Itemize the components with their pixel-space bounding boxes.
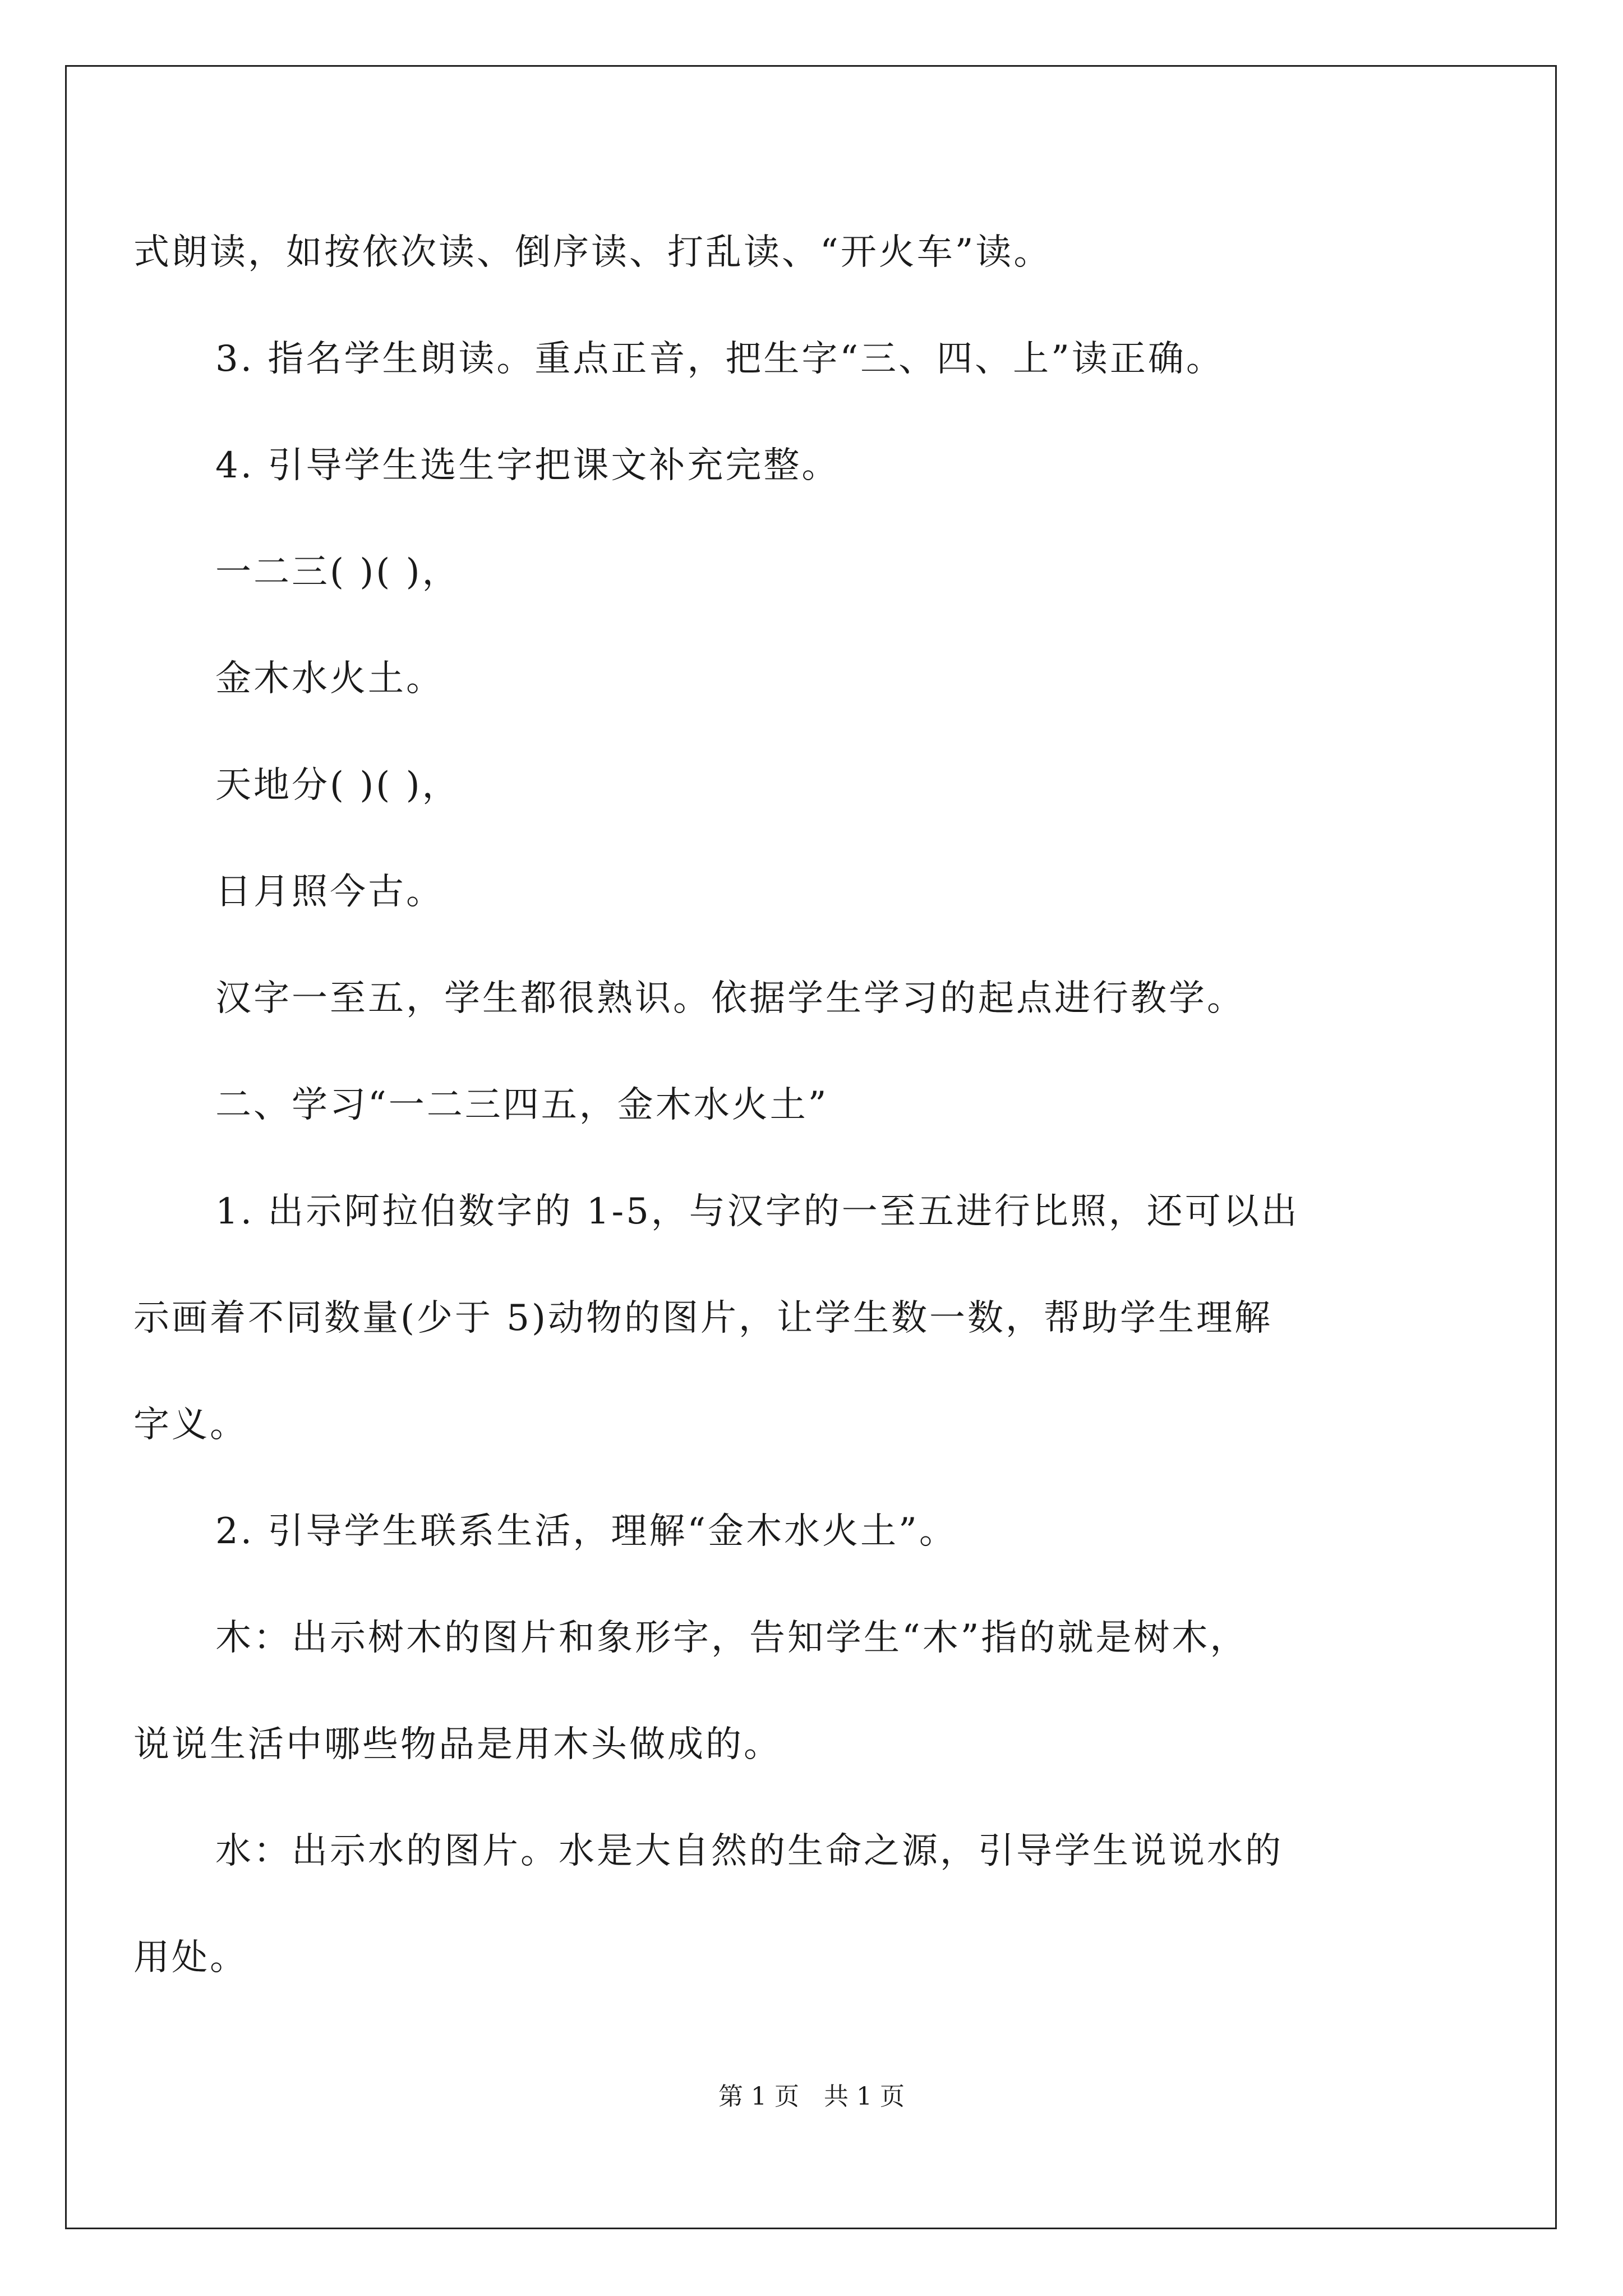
text-line: 3. 指名学生朗读。重点正音，把生字“三、四、上”读正确。 xyxy=(215,338,1224,380)
text-line: 说说生活中哪些物品是用木头做成的。 xyxy=(133,1724,782,1765)
text-line: 字义。 xyxy=(133,1404,248,1446)
section-heading: 二、学习“一二三四五，金木水火土” xyxy=(215,1084,829,1126)
text-line: 4. 引导学生选生字把课文补充完整。 xyxy=(215,445,840,486)
text-line: 日月照今古。 xyxy=(215,871,444,913)
text-line: 示画着不同数量(少于 5)动物的图片，让学生数一数，帮助学生理解 xyxy=(133,1297,1272,1339)
text-line: 木：出示树木的图片和象形字，告知学生“木”指的就是树木， xyxy=(215,1617,1248,1659)
text-line: 水：出示水的图片。水是大自然的生命之源，引导学生说说水的 xyxy=(215,1830,1283,1872)
text-line: 式朗读，如按依次读、倒序读、打乱读、“开火车”读。 xyxy=(133,232,1052,273)
text-line: 2. 引导学生联系生活，理解“金木水火土”。 xyxy=(215,1511,957,1552)
text-line: 天地分( )( )， xyxy=(215,765,460,806)
text-line: 一二三( )( )， xyxy=(215,551,460,593)
text-line: 汉字一至五，学生都很熟识。依据学生学习的起点进行教学。 xyxy=(215,978,1245,1019)
text-line: 用处。 xyxy=(133,1937,248,1978)
page-border xyxy=(65,65,1557,2229)
page-footer: 第 1 页 共 1 页 xyxy=(718,2082,905,2111)
text-line: 金木水火土。 xyxy=(215,658,444,700)
text-line: 1. 出示阿拉伯数字的 1-5，与汉字的一至五进行比照，还可以出 xyxy=(215,1191,1299,1232)
